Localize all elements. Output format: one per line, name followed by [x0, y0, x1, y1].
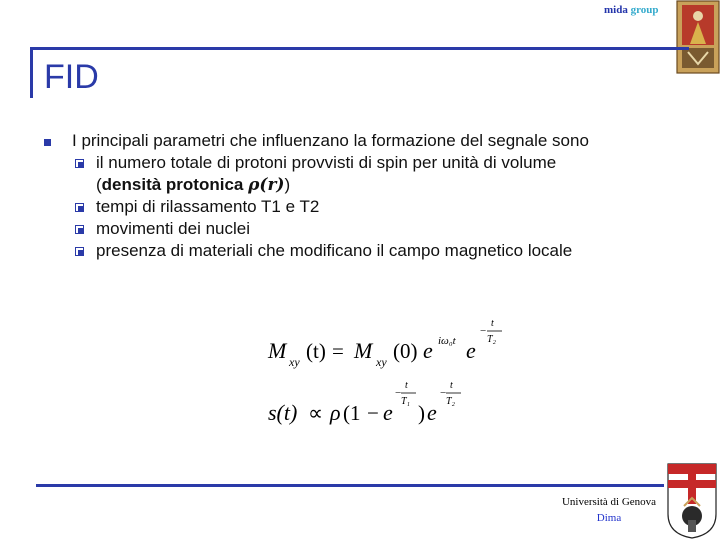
formula-arg: (t)	[306, 339, 326, 363]
formula-equals: =	[332, 339, 344, 363]
formula-symbol: M	[268, 338, 287, 363]
sub-bullet-text: tempi di rilassamento T1 e T2	[96, 197, 320, 216]
formula-fraction-den: T₂	[446, 396, 456, 407]
slide-content	[44, 130, 684, 262]
box-bullet-icon	[75, 159, 84, 168]
sub-bullet-text-line1: il numero totale di protoni provvisti di spin per unità di volume	[96, 153, 557, 172]
formula-proportional: ∝	[308, 401, 324, 425]
sub-bullet-text-line2	[96, 174, 684, 196]
brand-word-mida: mida	[604, 4, 628, 16]
formula-fraction-num: t	[405, 380, 408, 391]
sub-bullet-item	[44, 218, 684, 240]
formula-subscript: xy	[289, 355, 300, 369]
box-bullet-icon	[75, 225, 84, 234]
paren-close: )	[284, 175, 291, 194]
footer-divider	[36, 484, 664, 487]
formula-block	[262, 314, 522, 434]
title-frame	[30, 47, 689, 98]
formula-minus: −	[480, 325, 487, 337]
sub-bullet-item	[44, 152, 684, 196]
formula-e: e	[423, 338, 433, 363]
main-bullet-text: I principali parametri che influenzano la formazione del segnale sono	[72, 131, 589, 150]
brand-logo	[604, 4, 659, 16]
sub-bullet-text: movimenti dei nuclei	[96, 219, 251, 238]
footer-department: Dima	[596, 512, 622, 524]
rho-symbol: ρ(r)	[248, 175, 285, 195]
formula-fraction-num: t	[491, 318, 494, 329]
footer-university: Università di Genova	[561, 496, 657, 508]
formula-e: e	[383, 400, 393, 425]
formula-fraction-num: t	[450, 380, 453, 391]
main-bullet	[44, 130, 684, 152]
formula-fraction-den: T₁	[401, 396, 411, 407]
slide-title: FID	[44, 58, 99, 96]
sub-bullet-item	[44, 240, 684, 262]
university-crest-icon	[664, 462, 720, 540]
sub-bullet-item	[44, 196, 684, 218]
formula-minus: −	[440, 387, 447, 399]
formula-minus: −	[367, 401, 379, 425]
formula-arg: (0)	[393, 339, 418, 363]
formula-paren-close: )	[418, 401, 425, 425]
square-bullet-icon	[44, 139, 51, 146]
formula-fraction-den: T₂	[487, 334, 497, 345]
formula-exponent: iω₀t	[438, 335, 456, 347]
box-bullet-icon	[75, 247, 84, 256]
paren-open: (	[96, 175, 102, 194]
box-bullet-icon	[75, 203, 84, 212]
sub-bullet-list	[44, 152, 684, 262]
footer-affiliation	[554, 494, 664, 526]
formula-lhs: s(t)	[268, 400, 298, 425]
formula-magnetization	[267, 318, 502, 369]
bold-term: densità protonica	[101, 175, 249, 194]
formula-subscript: xy	[376, 355, 387, 369]
formula-e: e	[466, 338, 476, 363]
formula-rho: ρ	[330, 400, 341, 425]
formula-paren-open: (1	[343, 401, 361, 425]
formula-signal	[268, 380, 461, 425]
formula-e: e	[427, 400, 437, 425]
sub-bullet-text: presenza di materiali che modificano il campo magnetico locale	[96, 241, 573, 260]
brand-word-group: group	[630, 4, 659, 16]
formula-minus: −	[395, 387, 402, 399]
formula-symbol: M	[354, 338, 373, 363]
